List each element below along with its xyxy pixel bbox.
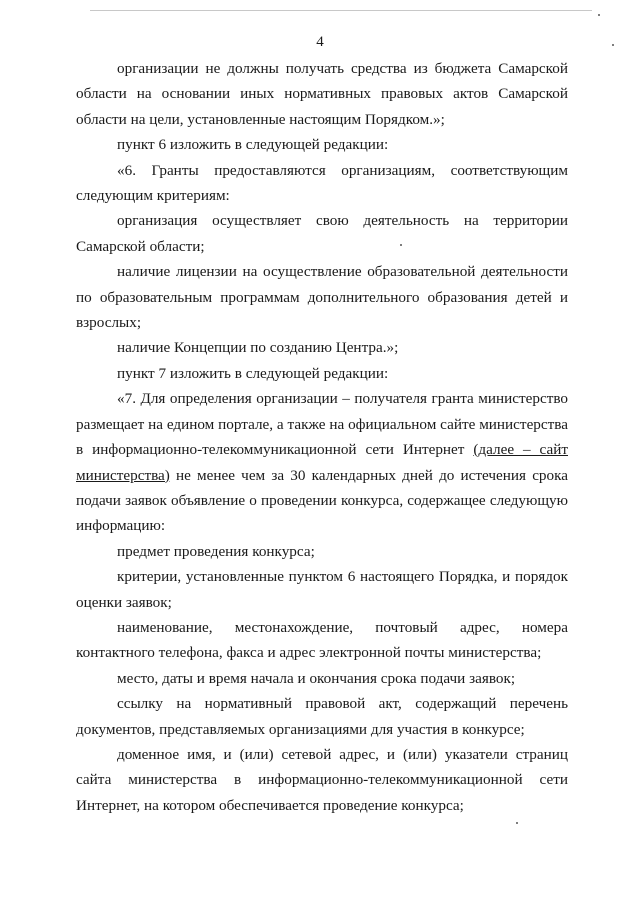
paragraph-4: организация осуществляет свою деятельность на территории Самарской области; — [76, 212, 568, 255]
underlined-definition: (далее – сайт министерства) — [76, 441, 568, 484]
paragraph-13: ссылку на нормативный правовой акт, содержащий перечень документов, представляемых организациями для участия в конкурсе; — [76, 695, 568, 738]
paragraph-6: наличие Концепции по созданию Центра.»; — [117, 339, 399, 357]
paragraph-8 — [76, 386, 568, 538]
paragraph-7: пункт 7 изложить в следующей редакции: — [117, 364, 389, 382]
paragraph-3: «6. Гранты предоставляются организациям, соответствующим следующим критериям: — [76, 161, 568, 205]
paragraph-5: наличие лицензии на осуществление образовательной деятельности по образовательным программам дополнительного образования детей и взрослых; — [76, 263, 568, 332]
paragraph-1: организации не должны получать средства из бюджета Самарской области на основании иных нормативных правовых актов Самарской области на цели, установленные настоящим Порядком.»; — [76, 60, 568, 128]
paragraph-10: критерии, установленные пунктом 6 настоящего Порядка, и порядок оценки заявок; — [76, 568, 568, 611]
paragraph-9: предмет проведения конкурса; — [117, 542, 315, 560]
paragraph-8-text-b: не менее чем за 30 календарных дней до истечения срока подачи заявок объявление о проведении конкурса, содержащее следующую информацию: — [76, 466, 569, 535]
scan-speck — [598, 14, 600, 16]
paragraph-8-text-a: «7. Для определения организации – получателя гранта министерство размещает на едином портале, а также на официальном сайте министерства в информационно-телекоммуникационной сети Интернет — [76, 390, 568, 459]
document-body — [76, 56, 568, 818]
paragraph-12: место, даты и время начала и окончания срока подачи заявок; — [117, 669, 516, 687]
top-scan-edge — [90, 10, 592, 11]
scan-speck — [516, 822, 518, 824]
paragraph-2: пункт 6 изложить в следующей редакции: — [117, 136, 389, 154]
page-number: 4 — [316, 34, 324, 50]
paragraph-14: доменное имя, и (или) сетевой адрес, и (или) указатели страниц сайта министерства в информационно-телекоммуникационной сети Интернет, на котором обеспечивается проведение конкурса; — [76, 745, 568, 814]
paragraph-11: наименование, местонахождение, почтовый адрес, номера контактного телефона, факса и адрес электронной почты министерства; — [76, 618, 568, 662]
scan-speck — [400, 244, 402, 246]
scan-speck — [612, 44, 614, 46]
